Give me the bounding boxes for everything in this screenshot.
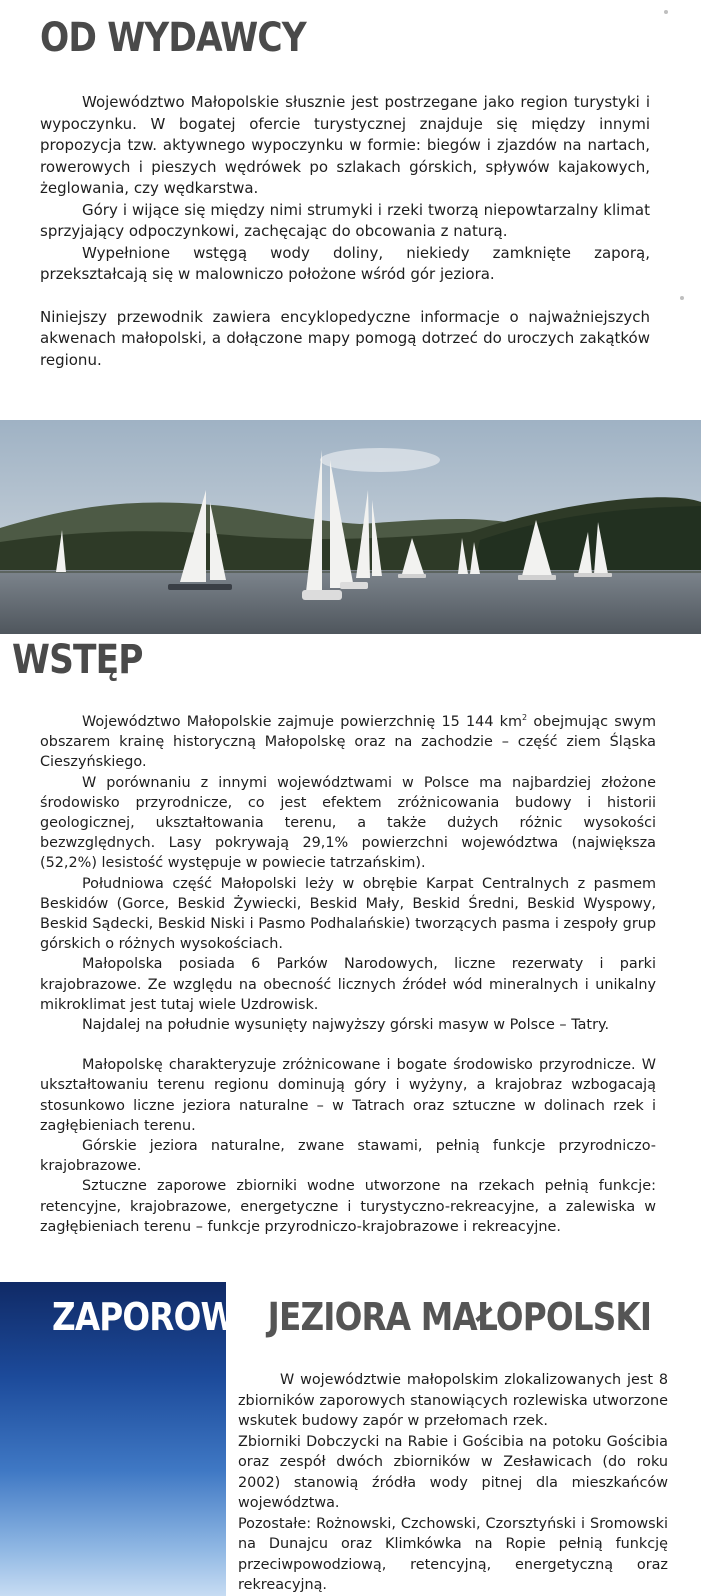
superscript: 2 bbox=[522, 713, 528, 723]
wstep-paragraph bbox=[40, 712, 656, 773]
zaporowe-paragraph: Pozostałe: Rożnowski, Czchowski, Czorsztyński i Sromowski na Dunajcu oraz Klimkówka na Ropie pełnią funkcję przeciwpowodziową, retencyjną, energetyczną oraz rekreacyjną. bbox=[238, 1515, 668, 1593]
wstep-paragraph: Sztuczne zaporowe zbiorniki wodne utworzone na rzekach pełnią funkcje: retencyjne, krajobrazowe, energetyczne i turystyczno-rekreacyjne, a zalewiska w zagłębieniach terenu – funkcje przyrodniczo-krajobrazowe i rekreacyjne. bbox=[40, 1178, 656, 1235]
od-wydawcy-paragraph: Niniejszy przewodnik zawiera encyklopedyczne informacje o najważniejszych akwenach małopolski, a dołączone mapy pomogą dotrzeć do uroczych zakątków regionu. bbox=[40, 307, 650, 369]
od-wydawcy-paragraph: Góry i wijące się między nimi strumyki i rzeki tworzą niepowtarzalny klimat sprzyjający odpoczynkowi, zachęcając do obcowania z naturą. bbox=[40, 200, 650, 240]
wstep-paragraph: Najdalej na południe wysunięty najwyższy górski masyw w Polsce – Tatry. bbox=[82, 1017, 610, 1034]
wstep-paragraph-part: obejmując swym obszarem krainę historyczną Małopolskę oraz na zachodzie – część ziem Śląska Cieszyńskiego. bbox=[40, 714, 656, 771]
speck-decoration bbox=[680, 296, 684, 300]
wstep-paragraph: Małopolska posiada 6 Parków Narodowych, liczne rezerwaty i parki krajobrazowe. Ze względu na obecność licznych źródeł wód mineralnych i unikalny mikroklimat jest tutaj wiele Uzdrowisk. bbox=[40, 956, 656, 1013]
zaporowe-title-white: ZAPOROWE bbox=[52, 1295, 258, 1339]
speck-decoration bbox=[664, 10, 668, 14]
sailboats-on-lake-image bbox=[0, 420, 701, 634]
sailing-photo bbox=[0, 420, 701, 634]
wstep-title: WSTĘP bbox=[12, 637, 143, 683]
wstep-paragraph-part: Województwo Małopolskie zajmuje powierzchnię 15 144 km bbox=[82, 714, 523, 730]
wstep-paragraph: Południowa część Małopolski leży w obrębie Karpat Centralnych z pasmem Beskidów (Gorce, Beskid Żywiecki, Beskid Mały, Beskid Średni, Beskid Wyspowy, Beskid Sądecki, Beskid Niski i Pasmo Podhalańskie) tworzących pasma i zespoły grup górskich o różnych wysokościach. bbox=[40, 875, 656, 953]
wstep-paragraph: Małopolskę charakteryzuje zróżnicowane i bogate środowisko przyrodnicze. W ukształtowaniu terenu regionu dominują góry i wyżyny, a krajobraz wzbogacają stosunkowo liczne jeziora naturalne – w Tatrach oraz sztuczne w dolinach rzek i zagłębieniach terenu. bbox=[40, 1057, 656, 1134]
od-wydawcy-title: OD WYDAWCY bbox=[40, 15, 306, 61]
wstep-paragraph: Górskie jeziora naturalne, zwane stawami, pełnią funkcje przyrodniczo-krajobrazowe. bbox=[40, 1138, 656, 1175]
zaporowe-paragraph: Zbiorniki Dobczycki na Rabie i Gościbia na potoku Gościbia oraz zespół dwóch zbiorników w Zesławicach (do roku 2002) stanowią źródła wody pitnej dla mieszkańców województwa. bbox=[238, 1433, 668, 1511]
zaporowe-paragraph: W województwie małopolskim zlokalizowanych jest 8 zbiorników zaporowych stanowiących rozlewiska utworzone wskutek budowy zapór w przełomach rzek. bbox=[238, 1372, 668, 1429]
zaporowe-title bbox=[52, 1295, 652, 1339]
wstep-text bbox=[40, 712, 656, 1237]
od-wydawcy-paragraph: Województwo Małopolskie słusznie jest postrzegane jako region turystyki i wypoczynku. W bogatej ofercie turystycznej znajduje się między innymi propozycja tzw. aktywnego wypoczynku w formie: biegów i zjazdów na nartach, rowerowych i pieszych wędrówek po szlakach górskich, spływów kajakowych, żeglowania, czy wędkarstwa. bbox=[40, 93, 650, 197]
od-wydawcy-paragraph: Wypełnione wstęgą wody doliny, niekiedy zamknięte zaporą, przekształcają się w malowniczo położone wśród gór jeziora. bbox=[40, 243, 650, 283]
od-wydawcy-text bbox=[40, 92, 650, 371]
zaporowe-text bbox=[238, 1370, 668, 1596]
zaporowe-title-gray: JEZIORA MAŁOPOLSKI bbox=[257, 1295, 652, 1339]
wstep-paragraph: W porównaniu z innymi województwami w Polsce ma najbardziej złożone środowisko przyrodnicze, co jest efektem zróżnicowania budowy i historii geologicznej, ukształtowania terenu, a także dużych różnic wysokości bezwzględnych. Lasy pokrywają 29,1% powierzchni województwa (największa (52,2%) lesistość występuje w powiecie tatrzańskim). bbox=[40, 774, 656, 872]
